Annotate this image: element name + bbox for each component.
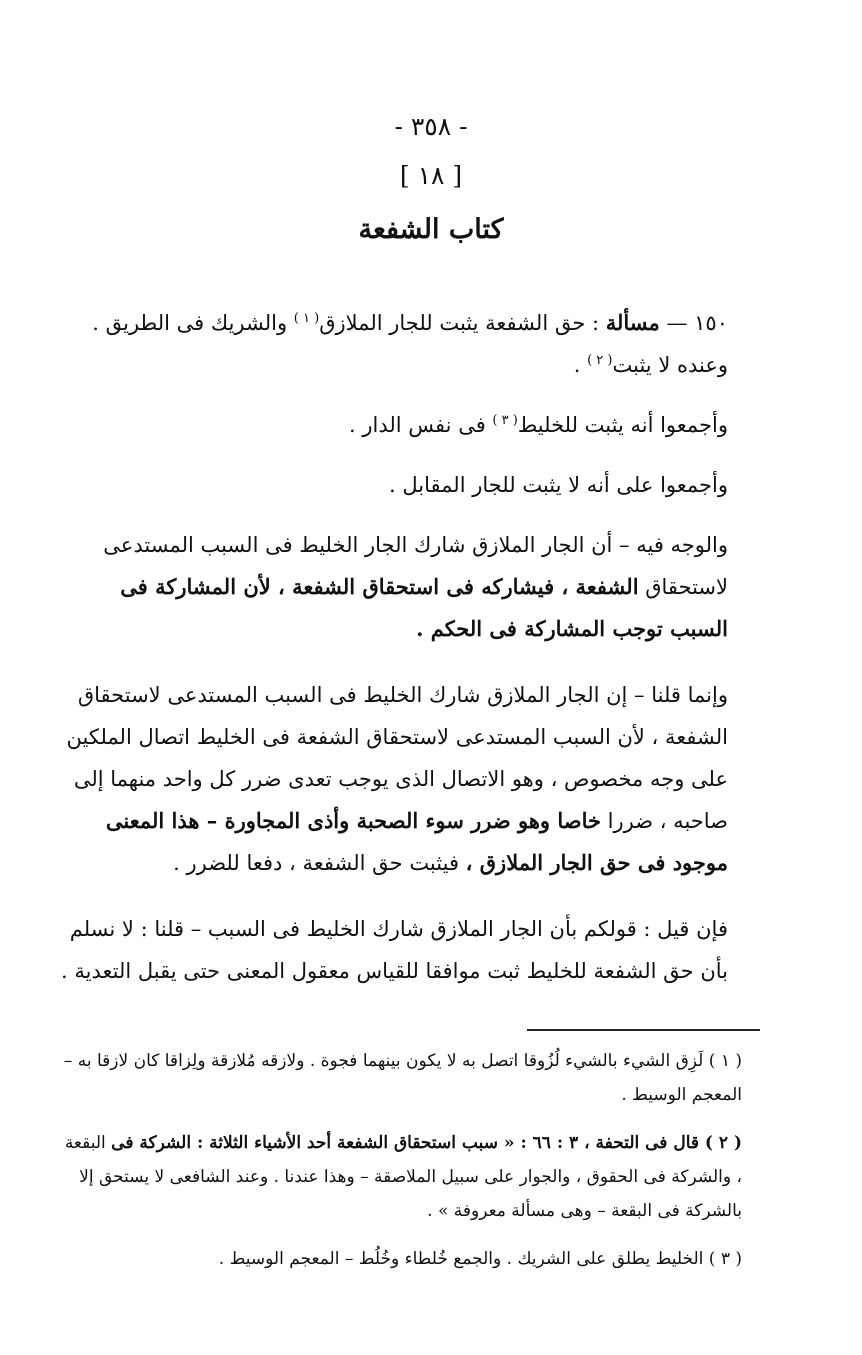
issue-text-b: والشريك فى الطريق . وعنده لا يثبت [92, 311, 728, 377]
footnote-1: ( ١ ) لَزِق الشيء بالشيء لُزُوقا اتصل به لا يكون بينهما فجوة . ولازقه مُلازقة ولِزاقا كان لازقا به – المعجم الوسيط . [63, 1051, 742, 1105]
paragraph-explanation [58, 674, 760, 884]
footnote-2-bold: ( ٢ ) قال فى التحفة ، ٣ : ٦٦ : « سبب استحقاق الشفعة أحد الأشياء الثلاثة : الشركة فى [111, 1133, 742, 1153]
consensus-text-a: وأجمعوا أنه يثبت للخليط [517, 413, 728, 437]
issue-number: ١٥٠ [694, 311, 728, 335]
reasoning-text-b: الشفعة ، فيشاركه فى استحقاق الشفعة ، لأن المشاركة فى السبب توجب المشاركة فى الحكم . [120, 574, 728, 641]
footnotes [58, 1044, 760, 1290]
issue-text-c: . [573, 353, 588, 377]
explanation-text-c: فيثبت حق الشفعة ، دفعا للضرر . [173, 851, 466, 875]
page-number: - ٣٥٨ - [394, 112, 468, 141]
explanation-text-a: وإنما قلنا – إن الجار الملازق شارك الخليط فى السبب المستدعى لاستحقاق الشفعة ، لأن السبب المستدعى لاستحقاق الشفعة فى الخليط اتصال الملكين على وجه مخصوص ، وهو الاتصال الذى يوجب تعدى ضرر كل واحد منهما إلى صاحبه ، ضررا [66, 683, 728, 833]
footnote-ref-1: ( ١ ) [293, 311, 320, 326]
paragraph-issue-150 [58, 302, 760, 386]
issue-text-a: : حق الشفعة يثبت للجار الملازق [319, 311, 606, 335]
main-text [58, 302, 760, 1016]
footnote-ref-2: ( ٢ ) [587, 353, 613, 368]
paragraph-consensus-opposite: وأجمعوا على أنه لا يثبت للجار المقابل . [389, 473, 728, 497]
paragraph-consensus-khalit [58, 404, 760, 446]
footnote-3: ( ٣ ) الخليط يطلق على الشريك . والجمع خُلطاء وخُلُط – المعجم الوسيط . [218, 1249, 742, 1269]
footnote-divider [527, 1029, 760, 1031]
paragraph-reasoning [58, 524, 760, 650]
paragraph-objection: فإن قيل : قولكم بأن الجار الملازق شارك الخليط فى السبب – قلنا : لا نسلم بأن حق الشفعة للخليط ثبت موافقا للقياس معقول المعنى حتى يقبل التعدية . [61, 917, 728, 983]
issue-dash: — [659, 311, 695, 335]
footnote-2-rest: البقعة ، والشركة فى الحقوق ، والجوار على سبيل الملاصقة – وهذا عندنا . وعند الشافعى لا يستحق إلا بالشركة فى البقعة – وهى مسألة معروفة » . [64, 1133, 742, 1221]
issue-label: مسألة [605, 310, 660, 335]
reasoning-text-a: والوجه فيه – أن الجار الملازق شارك الجار الخليط فى السبب المستدعى لاستحقاق [103, 533, 728, 599]
explanation-text-b: خاصا وهو ضرر سوء الصحبة وأذى المجاورة – هذا المعنى موجود فى حق الجار الملازق ، [105, 808, 728, 875]
footnote-ref-3: ( ٣ ) [492, 413, 518, 428]
chapter-title: كتاب الشفعة [358, 214, 504, 245]
chapter-number: [ ١٨ ] [399, 161, 463, 190]
consensus-text-b: فى نفس الدار . [349, 413, 493, 437]
footnote-2 [58, 1126, 760, 1228]
